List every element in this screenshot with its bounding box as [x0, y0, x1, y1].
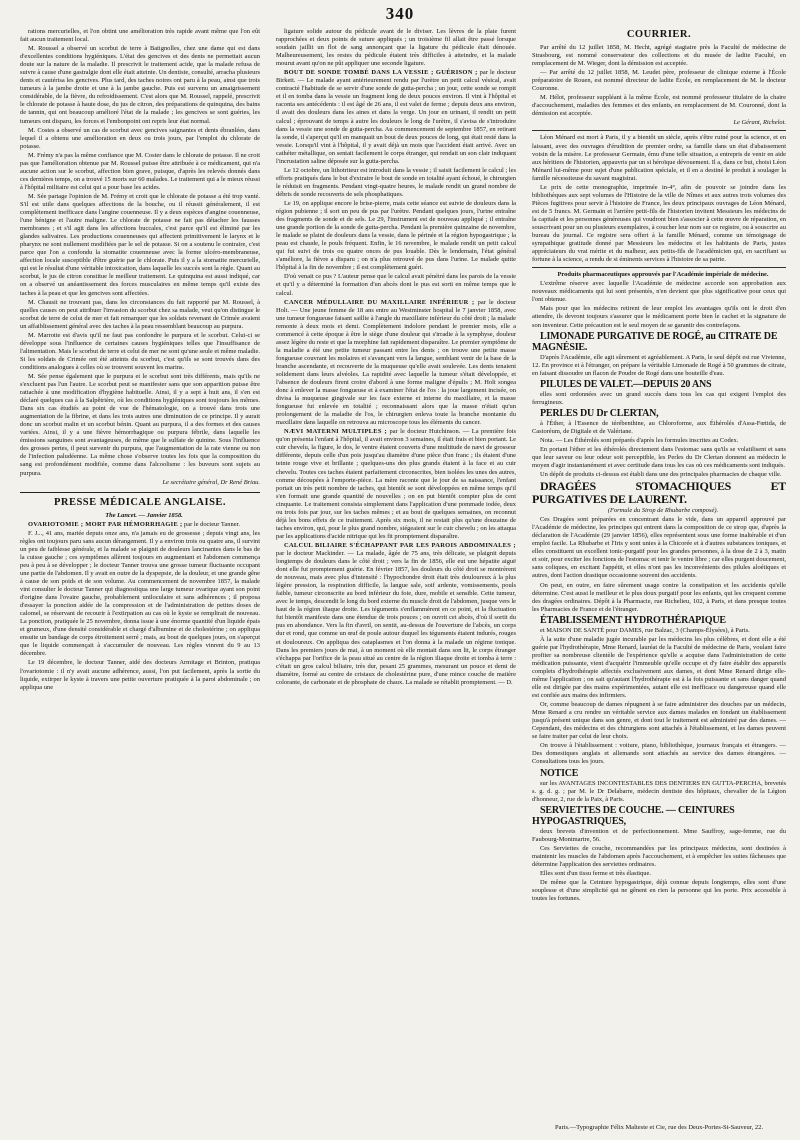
paragraph: À la suite d'une maladie jugée incurable par les médecins les plus célèbres, et dont elle a été guérie par l'hydrothérapie, Mme Renard, lauréat de la Faculté de médecine de Paris, voulant faire profiter sa nombreuse clientèle de l'expérience qu'elle a acquise dans l'administration de cette médication puissante, vient d'acquérir l'immeuble qu'elle occupe et d'y faire établir des appareils complets d'hydrothérapie affectés exclusivement aux dames, et dont Mme Renard dirige elle-même l'application ; on sait qu'autant l'hydrothérapie est à la fois puissante et sans danger quand elle est dirigée par des mains expérimentées, autant elle est inefficace ou dangereuse quand elle est confiée aux mains des infirmiers.: [532, 635, 786, 700]
divider: [532, 267, 786, 268]
ad-heading-perles: PERLES DU Dr CLERTAN,: [540, 407, 659, 419]
paragraph: On trouve à l'établissement : voiture, piano, bibliothèque, journaux français et étrangers. — Des domestiques anglais et allemands sont attachés au service des dames étrangères. — Consultations tous les jours.: [532, 742, 786, 766]
ad-heading-hydrotherapie: ÉTABLISSEMENT HYDROTHÉRAPIQUE: [540, 614, 726, 626]
case-title: OVARIOTOMIE ; MORT PAR HÉMORRHAGIE ;: [28, 520, 183, 528]
case-title: CANCER MÉDULLAIRE DU MAXILLAIRE INFÉRIEUR ;: [284, 298, 475, 306]
paragraph: — La première fois qu'on présenta l'enfant à l'hôpital, il avait environ 3 semaines, il était frais et bien portant. Le cuir chevelu, la figure, le dos, le ventre étaient couverts d'une multitude de nævi de grosseur différente, depuis celle d'un pois jusqu'au diamètre d'une pièce d'un franc ; ils étaient d'une teinte rouge vive et brillante ; quelques-uns des plus grands étaient à la face et au cuir chevelu. Toutes ces taches étaient parfaitement circonscrites, bien isolées les unes des autres, comme découpées à l'emporte-pièce. La mère raconte que le jour de sa naissance, l'enfant portait un très petit nombre de taches, qui bientôt se sont développées en même temps qu'il s'en formait une grande quantité de nouvelles ; on en put bientôt compter plus de cent cinquante. Le traitement consista simplement dans l'application d'une pommade iodée, deux ou trois fois par jour, sur les taches mêmes ; et au bout de quelques semaines, on reconnut déjà les bons effets de ce traitement. Après six mois, il ne restait plus qu'une douzaine de taches environ, qui, pour le plus grand nombre, siégeaient sur le cuir chevelu ; on les attaqua par les applications d'acide nitrique qui les fit promptement disparaître.: [276, 428, 516, 540]
case-author: par le docteur Holt.: [276, 298, 516, 314]
case-author: par le docteur Birkett.: [276, 69, 516, 85]
paragraph: Mais pour que les médecins retirent de leur emploi les avantages qu'ils ont le droit d'en attendre, ils devront toujours s'assurer que le médicament porte bien le cachet et la signature de son inventeur. Cette précaution est le seul moyen de se garantir des contrefaçons.: [532, 305, 786, 329]
case-heading: [276, 69, 516, 166]
paragraph: M. Roussel a observé un scorbut de terre à Batignolles, chez une dame qui est dans d'excellentes conditions hygiéniques. L'état des gencives et des dents ne permettait aucun doute sur la nature de la maladie. Il prescrivit le traitement acide, que la malade refusa de suivre à cause d'une gastralgie dont elle était atteinte. Un dentiste, consulté, arracha plusieurs dents et cautérisa les gencives. Plus tard, des taches noires ont paru à la peau, ainsi que trois tumeurs à la jambe droite et une à la jambe gauche. Puis est survenu un amaigrissement considérable, de la fièvre, du refroidissement. C'est alors que M. Roussel, rappelé, prescrivit le chlorate de potasse à haute dose, du jus de citron, des préparations de quinquina, des bains de tannin, qui ont beaucoup amélioré l'état de la malade ; les gencives se sont guéries, les tumeurs ont disparu, les forces et l'embonpoint ont repris leur état normal.: [20, 45, 260, 125]
paragraph: On peut, en outre, en faire sûrement usage contre la constipation et les accidents qu'elle détermine. C'est aussi le meilleur et le plus doux purgatif pour les enfants, qui les croquent comme des dragées ordinaires. Dépôt à la Pharmacie, rue Richelieu, 102, à Paris, et dans presque toutes les Pharmacies de France et de l'étranger.: [532, 581, 786, 613]
paragraph: M. Costes a observé un cas de scorbut avec gencives saignantes et dents ébranlées, dans lequel il a obtenu une amélioration en deux ou trois jours, par l'emploi du chlorate de potasse.: [20, 126, 260, 150]
ad-text: et MAISON DE SANTÉ pour DAMES, rue Balzac, 3 (Champs-Élysées), à Paris.: [540, 626, 750, 634]
section-title-press: PRESSE MÉDICALE ANGLAISE.: [20, 492, 260, 509]
journal-source: The Lancet. — Janvier 1858.: [105, 511, 183, 519]
ad-text: D'après l'Académie, elle agit sûrement et agréablement. A Paris, le seul dépôt est rue Vivienne, 12. En province et à l'étranger, on prépare la véritable Limonade de Rogé à 50 grammes de citrate, en faisant dissoudre un flacon de Poudre de Rogé dans une bouteille d'eau.: [532, 353, 786, 377]
paragraph: M. Chausit ne trouvant pas, dans les circonstances du fait rapporté par M. Roussel, à quelles causes on peut attribuer l'invasion du scorbut chez sa malade, veut qu'on distingue le scorbut de terre de celui de mer et fait remarquer que les soldats revenant de Crimée avaient un affaiblissement général avec des taches à la peau ressemblant beaucoup au purpura.: [20, 298, 260, 330]
case-heading: [276, 542, 516, 687]
case-heading: [276, 428, 516, 541]
ad-heading-dragees: DRAGÉES STOMACHIQUES ET PURGATIVES DE LAURENT.: [532, 479, 786, 507]
case-author: par le docteur Mackinder.: [276, 550, 345, 557]
ad-text: deux brevets d'invention et de perfectionnement. Mme Sauffroy, sage-femme, rue du Faubourg-Montmartre, 56.: [532, 827, 786, 843]
ad-text: sur les AVANTAGES INCONTESTABLES DES DENTIERS EN GUTTA-PERCHA, brevetés s. g. d. g. ; par M. le Dr Delabarre, médecin dentiste des hôpitaux, chevalier de la Légion d'honneur, 2, rue de la Paix, à Paris.: [532, 779, 786, 803]
paragraph: — Le malade ayant antérieurement rendu par l'urètre un petit calcul vésical, avait contracté l'habitude de se servir d'une sonde de gutta-percha ; un jour, cette sonde se rompit et il en tomba dans la vessie un fragment long de deux pouces environ. Il vint à l'hôpital et raconta ses antécédents : il est âgé de 26 ans, il est valet de ferme ; depuis deux ans environ, il avait des douleurs dans les aines et dans la verge. Un jour en urinant, il rendit un petit calcul ; éprouvant de temps à autre les douleurs le long de l'urètre, il s'avisa de s'introduire dans la vessie une sonde de gutta-percha. Au commencement de septembre 1857, en retirant la sonde, il s'aperçut qu'il en manquait un bout de deux pouces de long, qui était resté dans la vessie. Lorsqu'il vint à l'hôpital, il y avait déjà un mois que l'accident était arrivé. Avec un cathéter métallique, on sentait facilement le corps étranger, qui rendait un son clair indiquant l'incrustation saline déposée sur la gutta-percha.: [276, 77, 516, 165]
paragraph: Or, comme beaucoup de dames répugnent à se faire administrer des douches par un médecin, Mme Renard a cru rendre un véritable service aux dames malades en fondant un établissement jusqu'à présent unique dans son genre, et dont tout le traitement est administré par des dames. — Cependant, des médecins et des chirurgiens sont attachés à l'établissement, et les dames peuvent se faire traiter par celui de leur choix.: [532, 701, 786, 741]
paragraph: Elles sont d'un tissu ferme et très élastique.: [540, 869, 651, 877]
case-title: CALCUL BILIAIRE S'ÉCHAPPANT PAR LES PAROIS ABDOMINALES ;: [284, 541, 516, 549]
ad-heading-notice: NOTICE: [540, 767, 579, 779]
paragraph: L'extrême réserve avec laquelle l'Académie de médecine accorde son approbation aux nouveaux médicaments qui lui sont présentés, n'en devient que plus significative pour ceux qui l'ont obtenue.: [532, 280, 786, 304]
section-title-courrier: COURRIER.: [626, 29, 692, 40]
paragraph: Ces Serviettes de couche, recommandées par les principaux médecins, sont destinées à maintenir les muscles de l'abdomen après l'accouchement, et à empêcher les suites fâcheuses que détermine l'application des serviettes ordinaires.: [532, 844, 786, 868]
paragraph: De même que la Ceinture hypogastrique, déjà connue depuis longtemps, elles sont d'une souplesse et d'une simplicité qui ne gênent en rien la personne qui les porte. Prix accessible à toutes les fortunes.: [532, 878, 786, 903]
paragraph: ligature solide autour du pédicule avant de le diviser. Les lèvres de la plaie furent rapprochées et deux points de suture appliqués ; un troisième fil allait être passé lorsque soudain jaillit un flot de sang annonçant que la ligature du pédicule était dénouée. Malheureusement, les restes du pédicule étaient très difficiles à atteindre, et la malade mourut avant qu'on ne pût appliquer une seconde ligature.: [276, 28, 516, 68]
paragraph: En portant l'éther et les éthérolés directement dans l'estomac sans qu'ils se volatilisent et sans que leur saveur ou leur odeur soit perceptible, les Perles du Dr Clertan donnent au médecin le moyen d'agir instantanément et avec certitude dans tous les cas où ces médicaments sont indiqués.: [532, 445, 786, 470]
signature: Le secrétaire général, Dr René Briau.: [162, 478, 260, 486]
notice-title: Produits pharmaceutiques approuvés par l'Académie impériale de médecine.: [557, 271, 769, 279]
paragraph: Un dépôt de produits ci-dessus est établi dans une des principales pharmacies de chaque ville.: [540, 471, 782, 479]
ad-heading-serviettes: SERVIETTES DE COUCHE. — CEINTURES HYPOGASTRIQUES,: [532, 804, 735, 827]
ad-heading-pilules: [532, 379, 786, 390]
paragraph: M. Marrotte est d'avis qu'il ne faut pas confondre le purpura et le scorbut. Celui-ci se développe sous l'influence de certaines causes hygiéniques telles que l'insuffisance de l'alimentation. Mais le scorbut de terre et celui de mer ne sont qu'une seule et même maladie. Si les soldats de Crimée ont été atteints du scorbut, c'est qu'ils se sont trouvés dans des conditions analogues à celles où se trouvent souvent les marins.: [20, 331, 260, 371]
paragraph: Le 19, on applique encore le brise-pierre, mais cette séance est suivie de douleurs dans la région pubienne ; il sort un peu de pus par l'urètre. Pendant quelques jours, l'urine entraîne des fragments de sonde et de sels. Le 29, l'instrument est de nouveau appliqué ; il entraîne une grande portion de la sonde de gutta-percha. Pendant la première quinzaine de novembre, le malade se plaint de douleurs dans la vessie, dans le périnée et la région hypogastrique ; la peau est chaude, le pouls fréquent. Enfin, le 16 novembre, le malade rendit un petit calcul qui fut suivi de trois ou quatre onces de pus louable. Dès le lendemain, l'état général s'améliore, la fièvre a disparu ; on n'a plus retrouvé de pus dans l'urine. Le malade quitte l'hôpital à la fin de novembre ; il est complètement guéri.: [276, 199, 516, 272]
paragraph: Nota. — Les Éthérolés sont préparés d'après les formules inscrites au Codex.: [540, 436, 739, 444]
paragraph: M. Frémy n'a pas la même confiance que M. Coster dans le chlorate de potasse. Il ne croit pas que l'amélioration obtenue par M. Roussel puisse être attribuée à ce médicament, qui n'a aucune action sur le scorbut, affection bien grave, puisque, d'après les relevés donnés dans ces dernières temps, on a trouvé 15 morts sur 60 malades. Le traitement qui a le mieux réussi à l'hôpital militaire est celui qui a pour base les acides.: [20, 151, 260, 191]
paragraph: Léon Ménard est mort à Paris, il y a bientôt un siècle, après s'être ruiné pour la science, et en laissant, avec des ouvrages d'érudition de premier ordre, sa famille dans un état d'abaissement voisin de la misère. Le professeur Germain, ému d'une telle situation, a entrepris de venir en aide aux héritiers de l'historien, appauvris par un si héroïque dévouement. Il a, dans ce but, choisi Léon Ménard lui-même pour sujet d'une publication spéciale, et il en a destiné le produit à soulager la famille nécessiteuse du savant magistrat.: [532, 134, 786, 182]
paragraph: D'où venait ce pus ? L'auteur pense que le calcul avait pénétré dans les parois de la vessie et qu'il y a déterminé la formation d'un abcès dont le pus est sorti en même temps que le calcul.: [276, 273, 516, 297]
column-left: [20, 28, 260, 1132]
paragraph: M. Hélot, professeur suppléant à la même École, est nommé professeur titulaire de la chaire d'accouchement, maladies des femmes et des enfants, en remplacement de M. Couronné, dont la démission est acceptée.: [532, 94, 786, 118]
paragraph: — Une jeune femme de 18 ans entre au Westminster hospital le 7 janvier 1858, avec une tumeur fongueuse faisant saillie à l'angle du maxillaire inférieur du côté droit ; la malade remonte à deux mois et demi. Complètement indolore pendant le premier mois, elle a commencé à cette époque à être le siège d'une douleur qui s'irradie à la symphyse, douleur assez légère du reste et que la morphine fait rapidement disparaître. Le premier symptôme de la maladie a été une petite tumeur passant entre les dents ; on trouve une petite masse fongueuse couvrant les molaires et s'avançant vers la langue, semblant venir de la base de la branche ascendante, et recouverte de la muqueuse qu'elle avait soulevée. Les dents tenaient solidement dans leurs alvéoles. La rapidité avec laquelle la tumeur s'était développée, et l'absence de douleurs firent croire d'abord à une forme maligne d'épulis ; M. Holt songea donc à enlever la masse fongueuse et à examiner l'état de l'os : la joue largement incisée, on divisa la muqueuse gingivale sur les face externe et interne du maxillaire, et la masse fongueuse fut enlevée en totalité ; reconnaissant alors que la masse n'était qu'un prolongement de la maladie de l'os, le chirurgien enleva toute la branche montante du maxillaire dans laquelle on retrouva au microscope tous les éléments du cancer.: [276, 306, 516, 427]
case-heading: [276, 299, 516, 428]
paragraph: — Par arrêté du 12 juillet 1858, M. Leudet père, professeur de clinique externe à l'École préparatoire de Rouen, est nommé directeur de ladite École, en remplacement de M. le docteur Couronne.: [532, 69, 786, 93]
paragraph: rations mercurielles, et l'on obtint une amélioration très rapide avant même que l'on eût fait aucun traitement local.: [20, 28, 260, 44]
printer-imprint: Paris.—Typographie Félix Malteste et Cie, rue des Deux-Portes-St-Sauveur, 22.: [555, 1124, 763, 1131]
paragraph: Le prix de cette monographie, imprimée in-4°, afin de pouvoir se joindre dans les bibliothèques aux sept volumes de l'Histoire de la ville de Nîmes et aux autres trois volumes des Pièces fugitives pour servir à l'histoire de France, les deux principaux ouvrages de Léon Ménard, est de 5 francs. M. Germain et l'arrière petit-fils de l'historien invitent Messieurs les médecins de la capitale et les personnes généreuses qui voudront bien s'associer à cette œuvre de réparation, en souscrivant pour un ou plusieurs exemplaires, à coucher leur nom sur ce registre, ou à souscrire au bureau du journal. Ce registre sera offert à la famille Ménard, comme un témoignage de sympathique gratitude donné par Messieurs les médecins et les habitants de Paris, justes appréciateurs du vrai mérite et du malheur, aux petits-fils de l'académicien qui, en sacrifiant sa fortune à la science, a rendu de si éminents services à l'histoire de sa patrie.: [532, 183, 786, 264]
ad-heading-limonade: LIMONADE PURGATIVE DE ROGÉ, au CITRATE DE MAGNÉSIE.: [532, 330, 778, 353]
paragraph: Ces Dragées sont préparées en concentrant dans le vide, dans un appareil approuvé par l'Académie de médecine, les principes qui entrent dans la composition de ce sirop que, d'après la déclaration de l'Académie (29 janvier 1856), elles représentent sous une forme inaltérable et d'un emploi facile. La Rhubarbe et l'Iris y sont unies à la Chicorée et à d'autres substances toniques, et elles constituent un excellent tonic-purgatif pour les grandes personnes, à la dose de 2 à 3, matin et soir, pour exciter les fonctions de l'estomac et tenir le ventre libre ; car elles purgent doucement, sans coliques, en excitant l'appétit, et elles n'ont pas les inconvénients des pilules aloétiques et autres, dont l'action drastique occasionne souvent des accidents.: [532, 516, 786, 580]
paragraph: Le 12 octobre, un lithotriteur est introduit dans la vessie ; il saisit facilement le calcul ; les efforts pratiqués dans le but d'extraire le bout de sonde en totalité ayant échoué, le chirurgien le réduisit en fragments. Pendant vingt-quatre heures, le malade rendit un grand nombre de débris de sonde recouverts de sels phosphatiques.: [276, 166, 516, 198]
paragraph: — La malade, âgée de 75 ans, très délicate, se plaignit depuis longtemps de douleurs dans le côté droit ; vers la fin de 1856, elle eut une hépatite aiguë dont elle fut promptement guérie. En février 1857, les douleurs du côté droit se montrèrent de nouveau, mais avec plus d'intensité : l'hypochondre droit était très douloureux à la plus légère pression, la respiration difficile, la langue sale, soif ardente, vomissements, pouls faible, tumeur circonscrite au bord inférieur du foie, dure, mobile et sensible. Cette tumeur, avec le temps, descendit le long du bord externe du muscle droit de l'abdomen, jusque vers le haut de la région iliaque droite. Les téguments s'enflammèrent en ce point, et la fluctuation fut bientôt manifeste dans une étendue de trois pouces ; on ouvrit cet abcès, d'où il sortit du pus en abondance. Vers la fin d'avril, on sentit, au-dessus de l'ouverture de l'abcès, un corps dur et rond, que comme un œuf de poule autour duquel les téguments étaient indurés, rouges et douloureux. On appliqua des cataplasmes et l'on donna à la malade un régime tonique. Dans les premiers jours de mai, à un moment où elle montait dans son lit, le corps étranger s'échappa par l'orifice de la peau situé au centre de la région iliaque droite et tomba à terre : c'était un gros calcul biliaire, très dur, pesant 25 grammes, mesurant un pouce et demi de diamètre, formé au centre de cristaux de cholestérine pure, d'une mince couche de matière colorante, de carbonate et de phosphate de chaux. La malade se rétablit promptement. — D.: [276, 550, 516, 686]
ad-text: elles sont ordonnées avec un grand succès dans tous les cas qui exigent l'emploi des ferrugineux.: [532, 390, 786, 406]
paragraph: M. Sée partage l'opinion de M. Frémy et croit que le chlorate de potasse a été trop vanté. S'il est utile dans quelques affections de la bouche, ou il réussit généralement, il est complètement inefficace dans l'angine couenneuse. Il y a deux espèces d'angine couenneuse, l'une bénigne et l'autre maligne. Le chlorate de potasse ne fait pas détacher les fausses membranes ; et s'il agit dans les affections buccales, c'est parce qu'il est éliminé par les glandes salivaires. Les productions couenneuses qui affectent primitivement le larynx et le pharynx ne sont nullement modifiées par le sel de potasse. Si on a soutenu le contraire, c'est parce que l'on a confondu la stomatite couenneuse avec la forme ulcéro-membraneuse, affection locale susceptible d'être guérie par le chlorate. Puis il y a la stomatite mercurielle, qui est le résultat d'une véritable intoxication, dans laquelle les succès sont la règle. Quant au scorbut, le jus de citron constitue le meilleur traitement. Le quinquina est aussi indiqué, car on a observé un anéantissement des forces musculaires en même temps qu'il existe des taches à la peau et que les gencives sont affectées.: [20, 192, 260, 297]
case-author: par le docteur Hutchinson.: [389, 428, 461, 436]
ad-heading-text: PILULES DE VALET.—DEPUIS 20 ANS: [540, 378, 712, 390]
column-right: [532, 28, 786, 1132]
case-title: BOUT DE SONDE TOMBÉ DANS LA VESSIE ; GUÉRISON ;: [284, 69, 478, 77]
page-number: 340: [385, 4, 415, 23]
divider: [532, 130, 786, 131]
signature: Le Gérant, Richelot.: [733, 119, 786, 127]
case-author: par le docteur Tanner.: [184, 520, 240, 528]
ad-text: à l'Éther, à l'Essence de térébenthine, au Chloroforme, aux Éthérolés d'Assa-Fœtida, de Castoréum, de Digitale et de Valériane.: [532, 419, 786, 435]
paragraph: Le 19 décembre, le docteur Tanner, aidé des docteurs Armitage et Brinton, pratiqua l'ovariotomie : il n'y avait aucune adhérence, aussi, l'on put facilement, après la sortie du liquide, extirper le kyste à travers une petite ouverture pratiquée à la paroi abdominale ; on appliqua une: [20, 659, 260, 691]
case-heading: [20, 521, 260, 529]
paragraph: F. J..., 41 ans, mariée depuis onze ans, n'a jamais eu de grossesse ; depuis vingt ans, les règles ont toujours paru sans aucun dérangement. Il y a environ trois ou quatre ans, il survint un peu de faiblesse générale, et la malade se plaignit de douleurs lancinantes dans le bas de la cuisse gauche ; ces symptômes allèrent toujours en augmentant et l'abdomen commença peu à peu à se développer ; le docteur Tanner trouva une grosse tumeur fluctuante occupant une partie de l'abdomen. Il y avait en outre de la dyspepsie, de la douleur, et une grande gêne à cause de son poids et de son volume. Au commencement de novembre 1857, la malade vint consulter le docteur Tanner qui diagnostiqua une large tumeur ovarique ayant son point d'origine dans l'ovaire gauche, probablement uniloculaire et sans adhérences ; il proposa d'essayer la ponction aidée de la compression et de l'administration de petites doses de calomel, se réservant de recourir à l'extirpation au cas où le kyste se remplirait de nouveau. La ponction, pratiquée le 25 novembre, donna issue à une énorme quantité d'un liquide épais et grumeux, d'une densité considérable et chargé d'albumine et de cholestérine ; on appliqua ensuite un bandage de corps étroitement serré ; mais, au bout de quelques jours, on s'aperçut que le liquide commençait à s'accumuler de nouveau. Les règles vinrent du 9 au 13 décembre.: [20, 529, 260, 658]
ad-subheading: (Formule du Sirop de Rhubarbe composé).: [607, 507, 719, 515]
column-middle: [276, 28, 516, 1132]
paragraph: Par arrêté du 12 juillet 1858, M. Hecht, agrégé stagiaire près la Faculté de médecine de Strasbourg, est nommé conservateur des collections et du musée de ladite Faculté, en remplacement de M. Wieger, dont la démission est acceptée.: [532, 44, 786, 68]
case-title: NÆVI MATERNI MULTIPLES ;: [284, 428, 387, 436]
paragraph: M. Sée pense également que le purpura et le scorbut sont très différents, mais qu'ils ne s'excluent pas l'un l'autre. Le scorbut peut se manifester sans que son apparition puisse être rattachée à une modification d'hygiène habituelle. Ainsi, il y a sept à huit ans, il s'en est déclaré quelques cas à la Salpêtrière, où les conditions hygiéniques sont toujours les mêmes. Dans six cas étudiés au point de vue de l'hématologie, on a trouvé dans trois une augmentation de la fibrine, et dans les trois autres une diminution de ce principe. Il y aurait donc un scorbut malin et un scorbut bénin. Quant au purpura, il a des formes et des causes variées. Ainsi, il y a une fièvre hémorrhagique ou purpura fébrile, dans laquelle les émissions sanguines sont avantageuses, de même que le sulfate de quinine. Sous l'influence des grosses pertes, il peut survenir du purpura, que l'augmentation de la rate vienne ou non de l'infection paludéenne. La même chose s'observe toutes les fois que la composition du sang est profondément modifiée, comme dans l'alcoolisme : les buveurs sont sujets au purpura.: [20, 372, 260, 477]
